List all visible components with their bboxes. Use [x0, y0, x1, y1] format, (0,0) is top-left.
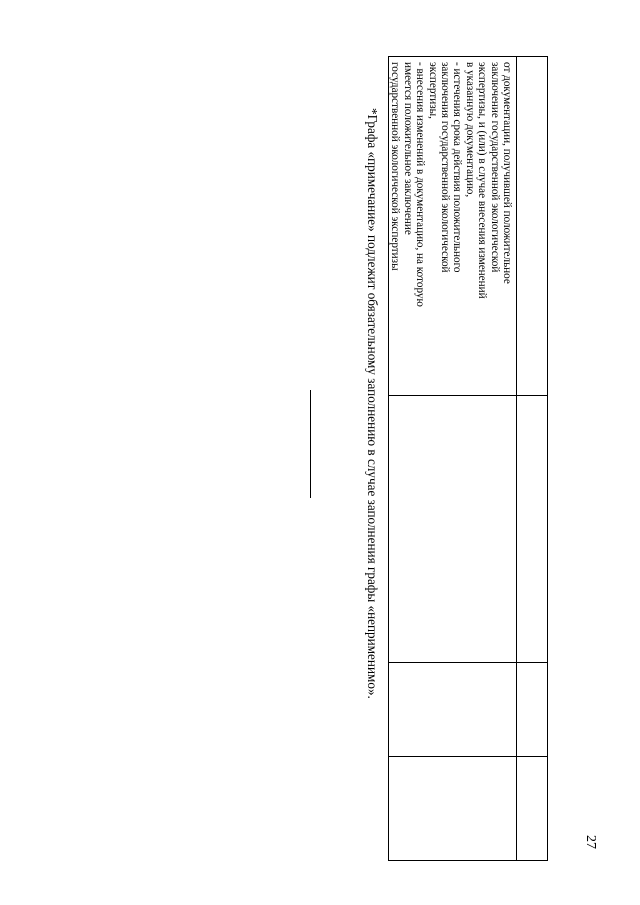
footnote-region: [362, 108, 382, 748]
table-cell: [388, 757, 516, 861]
table-row: [388, 57, 516, 861]
table-cell: [517, 757, 548, 861]
table-cell: [517, 57, 548, 396]
table-cell: [388, 396, 516, 663]
page-number: 27: [583, 835, 598, 849]
table-row: [517, 57, 548, 861]
footnote-text: *Графа «примечание» подлежит обязательному заполнению в случае заполнения графы «неприменимо».: [365, 108, 380, 699]
table-cell: [388, 663, 516, 757]
separator-line: [310, 390, 311, 498]
requirements-table-region: [389, 56, 548, 856]
requirements-table: [388, 56, 548, 861]
cell-description-text: от документации, получившей положительное заключение государственной экологической экспертизы, и (или) в случае внесения изменений в указанную документацию, - истечения срока действия положительного заключения государственной экологической экспертизы, - внесения изменений в документацию, на которую имеется положительное заключение государственной экологической экспертизы: [389, 62, 513, 307]
table-cell: [517, 663, 548, 757]
table-cell: [517, 396, 548, 663]
table-cell-description: [388, 57, 516, 396]
